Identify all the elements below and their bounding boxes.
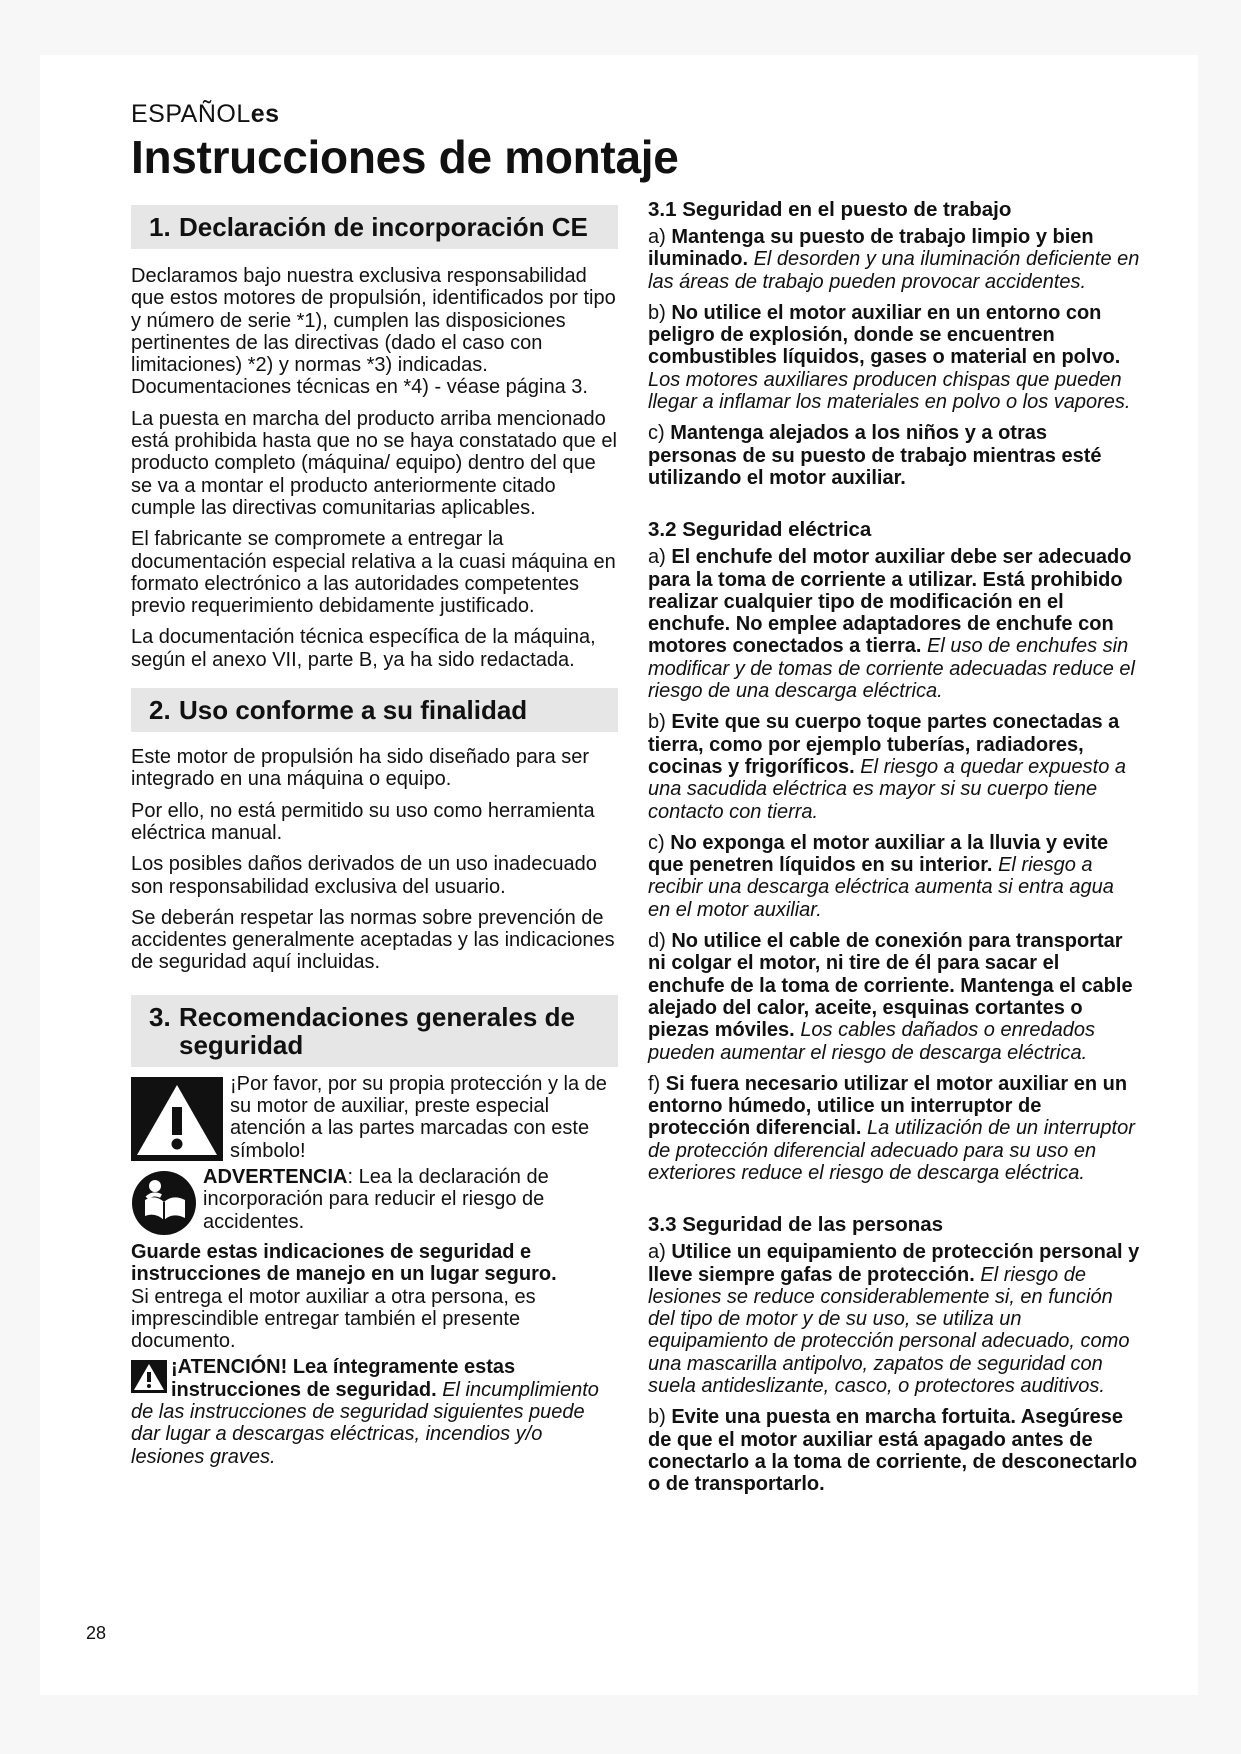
section-1-heading: 1. Declaración de incorporación CE bbox=[131, 205, 618, 249]
s31-item-a: a) Mantenga su puesto de trabajo limpio y bien iluminado. El desorden y una iluminación deficiente en las áreas de trabajo pueden provocar accidentes. bbox=[648, 226, 1140, 293]
s2-paragraph-4: Se deberán respetar las normas sobre prevención de accidentes generalmente aceptadas y las indicaciones de seguridad aquí incluidas. bbox=[131, 906, 615, 974]
s32-item-a: a) El enchufe del motor auxiliar debe ser adecuado para la toma de corriente a utilizar. Está prohibido realizar cualquier tipo de modificación en el enchufe. No emplee adaptadores de enchufe con motores conectados a tierra. El uso de enchufes sin modificar y de tomas de corriente adecuadas reduce el riesgo de una descarga eléctrica. bbox=[648, 546, 1135, 703]
s33-item-b: b) Evite una puesta en marcha fortuita. Asegúrese de que el motor auxiliar está apagado antes de conectarlo a la toma de corriente, de desconectarlo o de transportarlo. bbox=[648, 1406, 1138, 1496]
warning-symbol-note: ¡Por favor, por su propia protección y la de su motor de auxiliar, preste especial atención a las partes marcadas con este símbolo! bbox=[131, 1073, 618, 1162]
language-label: ESPAÑOLes bbox=[131, 100, 280, 128]
s2-paragraph-1: Este motor de propulsión ha sido diseñado para ser integrado en una máquina o equipo. bbox=[131, 746, 590, 791]
attention-warning-icon bbox=[131, 1360, 167, 1393]
s31-heading: 3.1 Seguridad en el puesto de trabajo bbox=[648, 198, 1012, 221]
section-3-heading: 3. Recomendaciones generales de seguridad bbox=[131, 995, 618, 1067]
s33-heading: 3.3 Seguridad de las personas bbox=[648, 1213, 944, 1237]
s32-item-b: b) Evite que su cuerpo toque partes conectadas a tierra, como por ejemplo tuberías, radiadores, cocinas y frigoríficos. El riesgo a quedar expuesto a una sacudida eléctrica es mayor si su cuerpo tiene contacto con tierra. bbox=[648, 711, 1127, 823]
warning-triangle-icon bbox=[131, 1077, 223, 1161]
page-title: Instrucciones de montaje bbox=[131, 131, 679, 183]
s1-paragraph-4: La documentación técnica específica de la máquina, según el anexo VII, parte B, ya ha sido redactada. bbox=[131, 626, 596, 671]
s31-item-c: c) Mantenga alejados a los niños y a otras personas de su puesto de trabajo mientras esté utilizando el motor auxiliar. bbox=[648, 422, 1102, 489]
right-column bbox=[648, 198, 1140, 1505]
s2-paragraph-2: Por ello, no está permitido su uso como herramienta eléctrica manual. bbox=[131, 799, 595, 844]
keep-instructions-text: Si entrega el motor auxiliar a otra persona, es imprescindible entregar también el presente documento. bbox=[131, 1285, 536, 1353]
s33-item-a: a) Utilice un equipamiento de protección personal y lleve siempre gafas de protección. El riesgo de lesiones se reduce considerablemente si, en función del tipo de motor y de su uso, se utiliza un equipamiento de protección personal adecuado, como una mascarilla antipolvo, zapatos de seguridad con suela antideslizante, casco, o protectores auditivos. bbox=[648, 1241, 1140, 1398]
advertencia-note: ADVERTENCIA: Lea la declaración de incorporación para reducir el riesgo de accidentes. bbox=[131, 1166, 618, 1236]
s32-heading: 3.2 Seguridad eléctrica bbox=[648, 518, 872, 542]
attention-note: ¡ATENCIÓN! Lea íntegramente estas instrucciones de seguridad. El incumplimiento de las instrucciones de seguridad siguientes puede dar lugar a descargas eléctricas, incendios y/o lesiones graves. bbox=[131, 1356, 599, 1468]
read-manual-icon bbox=[131, 1170, 197, 1236]
s32-item-d: d) No utilice el cable de conexión para transportar ni colgar el motor, ni tire de él para sacar el enchufe de la toma de corriente. Mantenga el cable alejado del calor, aceite, esquinas cortantes o piezas móviles. Los cables dañados o enredados pueden aumentar el riesgo de descarga eléctrica. bbox=[648, 930, 1133, 1064]
s31-item-b: b) No utilice el motor auxiliar en un entorno con peligro de explosión, donde se encuentren combustibles líquidos, gases o material en polvo. Los motores auxiliares producen chispas que pueden llegar a inflamar los materiales en polvo o los vapores. bbox=[648, 301, 1131, 414]
s2-paragraph-3: Los posibles daños derivados de un uso inadecuado son responsabilidad exclusiva del usuario. bbox=[131, 853, 597, 898]
s1-paragraph-3: El fabricante se compromete a entregar la documentación especial relativa a la cuasi máquina en formato electrónico a las autoridades competentes previo requerimiento debidamente justificado. bbox=[131, 528, 616, 618]
left-column bbox=[131, 205, 618, 1468]
section-2-heading: 2. Uso conforme a su finalidad bbox=[131, 688, 618, 732]
keep-instructions-bold: Guarde estas indicaciones de seguridad e instrucciones de manejo en un lugar seguro. bbox=[131, 1240, 557, 1286]
s32-item-c: c) No exponga el motor auxiliar a la lluvia y evite que penetren líquidos en su interior. El riesgo a recibir una descarga eléctrica aumenta si entra agua en el motor auxiliar. bbox=[648, 831, 1114, 921]
s32-item-f: f) Si fuera necesario utilizar el motor auxiliar en un entorno húmedo, utilice un interruptor de protección diferencial. La utilización de un interruptor de protección diferencial adecuado para su uso en exteriores reduce el riesgo de descarga eléctrica. bbox=[648, 1072, 1135, 1184]
page-number: 28 bbox=[86, 1623, 107, 1643]
s1-paragraph-2: La puesta en marcha del producto arriba mencionado está prohibida hasta que no se haya constatado que el producto completo (máquina/ equipo) dentro del que se va a montar el producto anteriormente citado cumple las directivas comunitarias aplicables. bbox=[131, 407, 617, 519]
s1-paragraph-1: Declaramos bajo nuestra exclusiva responsabilidad que estos motores de propulsión, identificados por tipo y número de serie *1), cumplen las disposiciones pertinentes de las directivas (dado el caso con limitaciones) *2) y normas *3) indicadas. Documentaciones técnicas en *4) - véase página 3. bbox=[131, 265, 616, 399]
